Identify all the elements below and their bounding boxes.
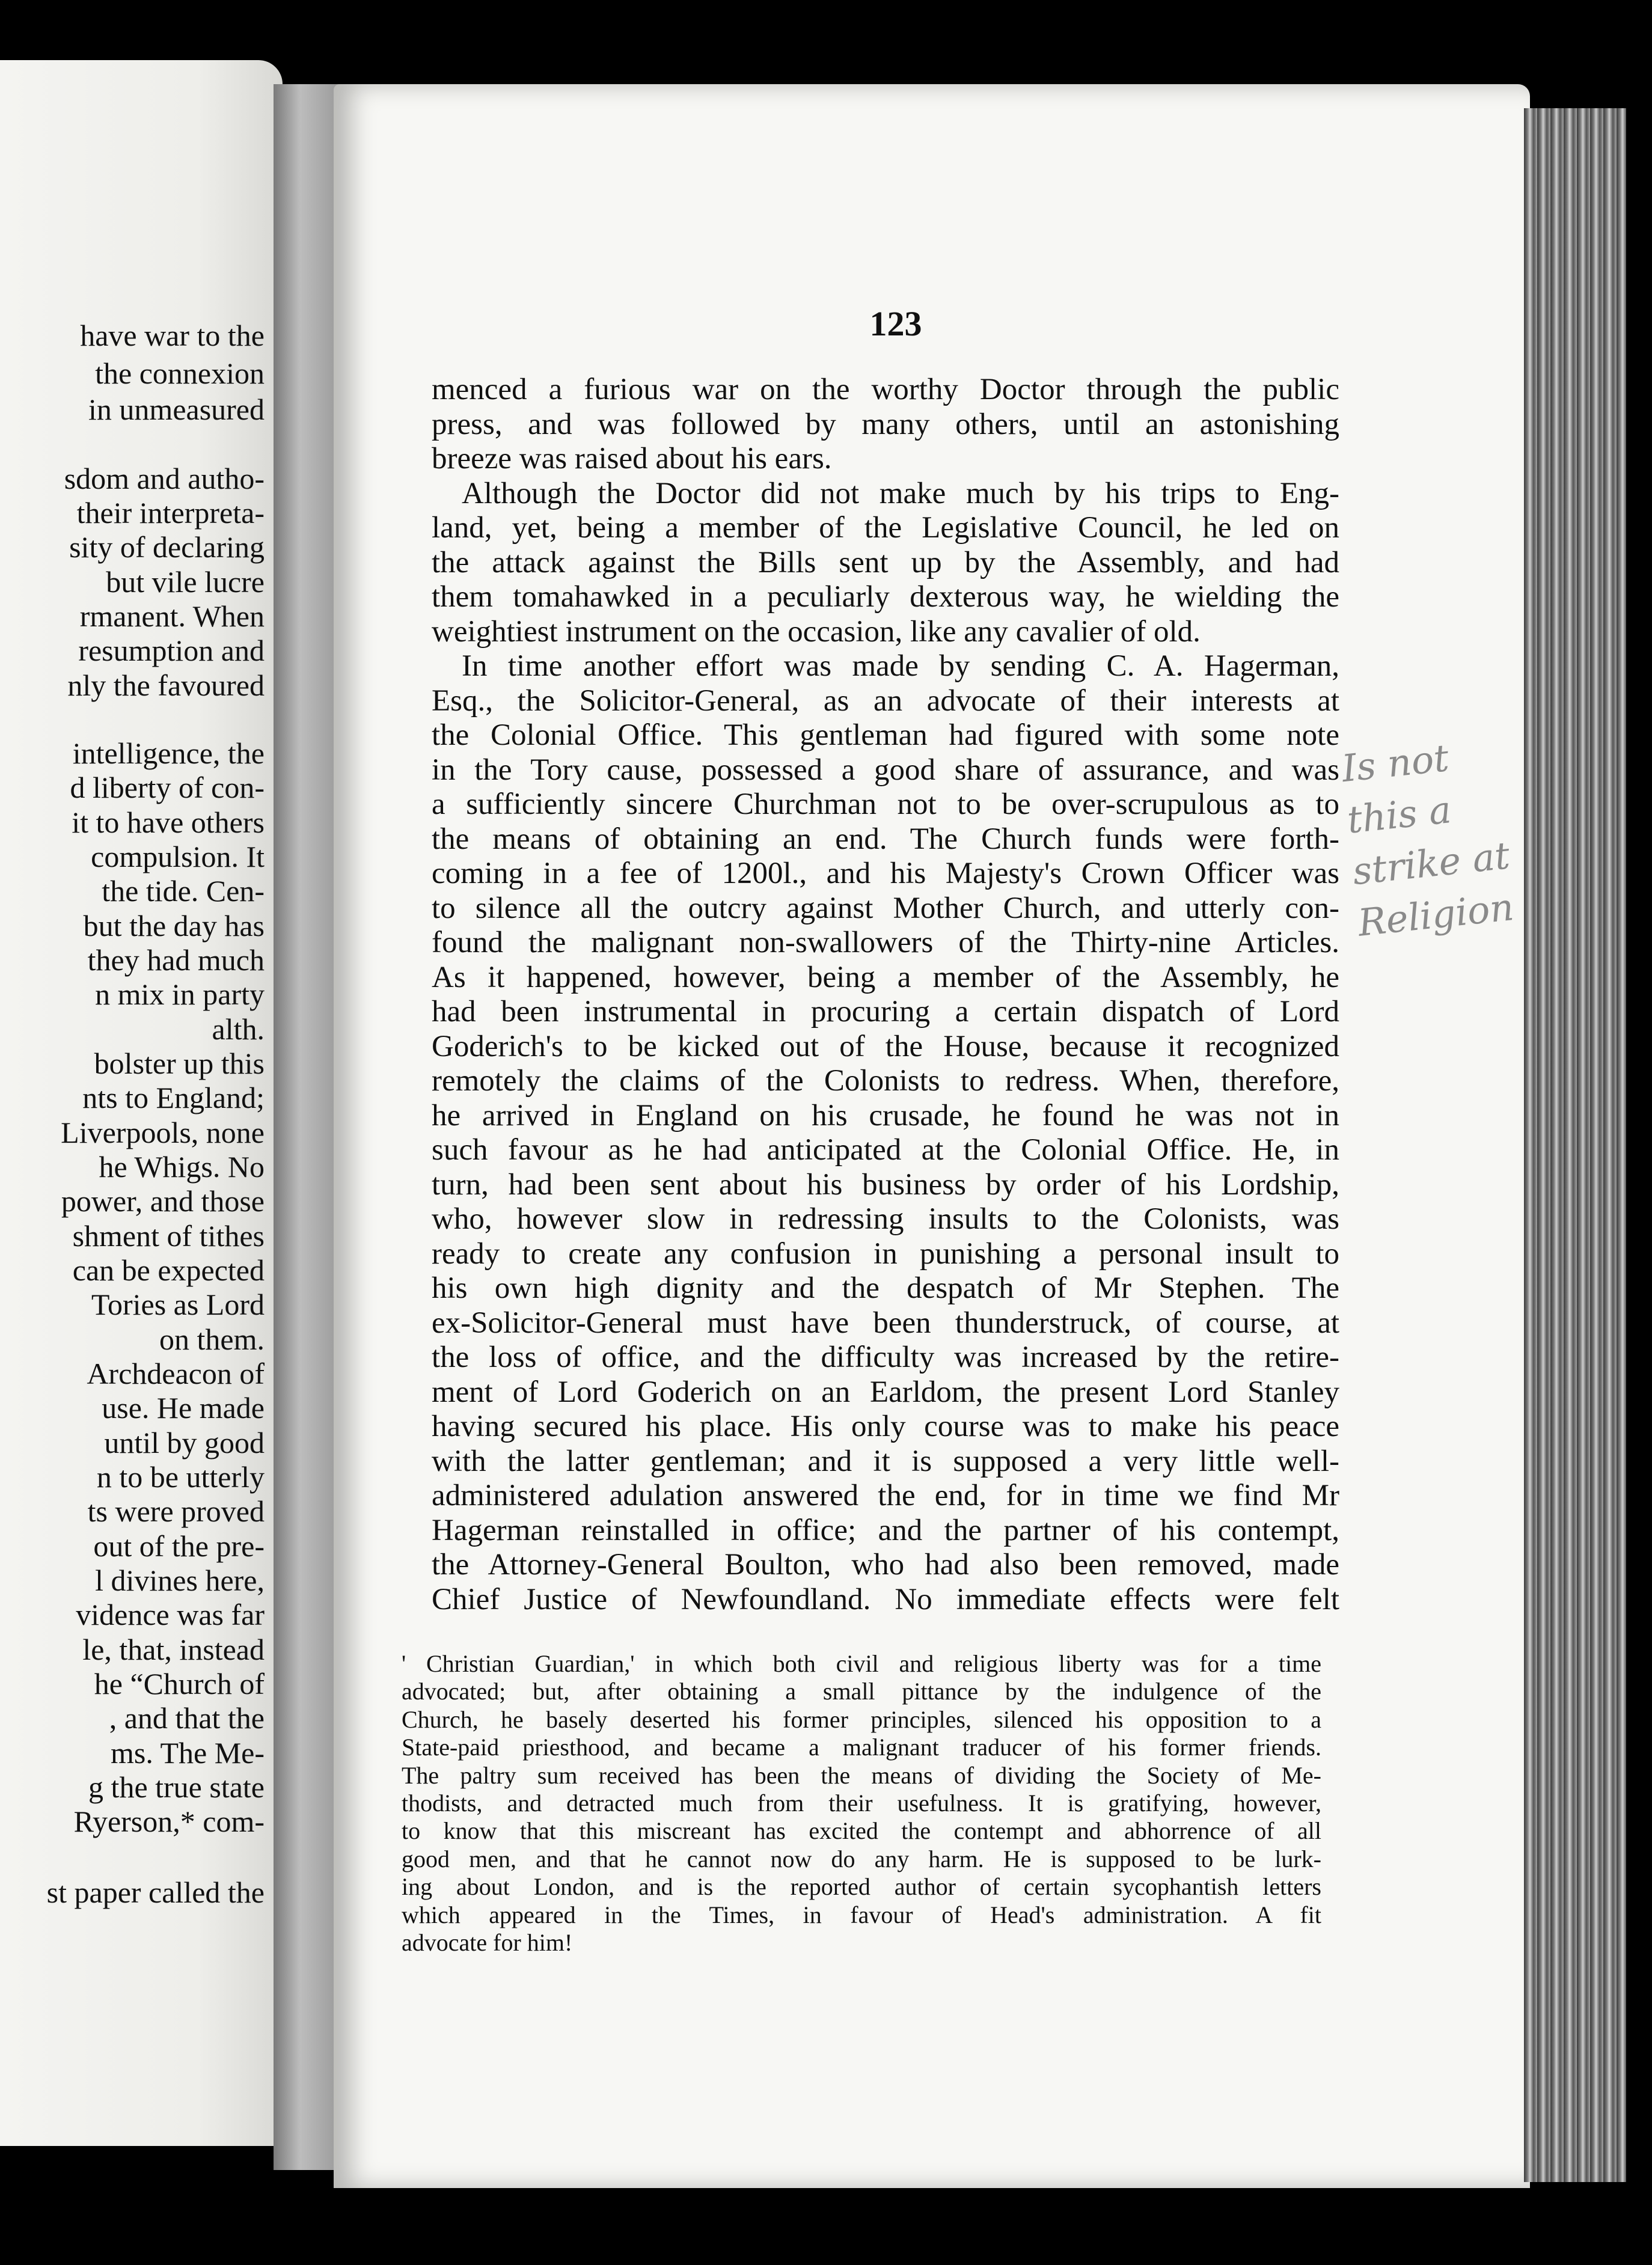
left-page-line: bolster up this: [94, 1047, 265, 1080]
left-page-line: Tories as Lord: [91, 1288, 265, 1321]
page-number: 123: [869, 304, 922, 343]
left-page-line: sdom and autho-: [64, 462, 265, 495]
text-line: Hagerman reinstalled in office; and the partner of his contempt,: [432, 1513, 1339, 1547]
text-line: the means of obtaining an end. The Church funds were forth-: [432, 822, 1339, 856]
footnote: [402, 1650, 1321, 1957]
left-page-line: ts were proved: [87, 1494, 265, 1528]
text-line: to silence all the outcry against Mother Church, and utterly con-: [432, 891, 1339, 925]
text-line: had been instrumental in procuring a certain dispatch of Lord: [432, 995, 1339, 1029]
text-line: ex-Solicitor-General must have been thunderstruck, of course, at: [432, 1306, 1339, 1340]
footnote-line: good men, and that he cannot now do any harm. He is supposed to be lurk-: [402, 1845, 1321, 1872]
left-page-line: d liberty of con-: [70, 771, 265, 804]
left-page-line: they had much: [87, 943, 265, 977]
footnote-line: advocated; but, after obtaining a small pittance by the indulgence of the: [402, 1678, 1321, 1705]
text-line: such favour as he had anticipated at the Colonial Office. He, in: [432, 1133, 1339, 1167]
left-page-line: out of the pre-: [93, 1529, 265, 1563]
left-page-line: power, and those: [61, 1184, 265, 1218]
text-line: he arrived in England on his crusade, he found he was not in: [432, 1098, 1339, 1132]
left-page-line: Archdeacon of: [87, 1357, 265, 1390]
footnote-line: which appeared in the Times, in favour of Head's administration. A fit: [402, 1901, 1321, 1928]
text-line: ready to create any confusion in punishing a personal insult to: [432, 1236, 1339, 1271]
footnote-line: ' Christian Guardian,' in which both civil and religious liberty was for a time: [402, 1650, 1321, 1677]
left-page-line: st paper called the: [46, 1875, 265, 1909]
left-page-line: nly the favoured: [67, 668, 265, 702]
main-text: [432, 373, 1339, 1617]
left-page-line: can be expected: [72, 1253, 265, 1287]
margin-note-line: strike at: [1350, 833, 1512, 894]
left-page-line: resumption and: [78, 634, 265, 667]
left-page-line: alth.: [212, 1012, 265, 1046]
text-line: with the latter gentleman; and it is supposed a very little well-: [432, 1444, 1339, 1478]
footnote-line: Church, he basely deserted his former principles, silenced his opposition to a: [402, 1705, 1321, 1733]
left-page-line: until by good: [104, 1426, 265, 1460]
text-line: coming in a fee of 1200l., and his Majesty's Crown Officer was: [432, 857, 1339, 890]
left-page-line: l divines here,: [95, 1563, 265, 1597]
text-line: turn, had been sent about his business by order of his Lordship,: [432, 1167, 1339, 1202]
left-page-line: Ryerson,* com-: [73, 1805, 265, 1838]
left-page-line: nts to England;: [82, 1081, 265, 1114]
text-line: Although the Doctor did not make much by his trips to Eng-: [462, 476, 1339, 510]
text-line: breeze was raised about his ears.: [432, 442, 832, 475]
text-line: the loss of office, and the difficulty was increased by the retire-: [432, 1340, 1339, 1374]
text-line: administered adulation answered the end, for in time we find Mr: [432, 1479, 1339, 1512]
text-line: menced a furious war on the worthy Doctor through the public: [432, 373, 1339, 406]
facing-page-left: [0, 60, 283, 2146]
left-page-line: have war to the: [80, 319, 265, 352]
text-line: Goderich's to be kicked out of the House, because it recognized: [432, 1029, 1339, 1063]
left-page-line: shment of tithes: [72, 1219, 265, 1253]
footnote-line: The paltry sum received has been the means of dividing the Society of Me-: [402, 1761, 1321, 1789]
footnote-line: to know that this miscreant has excited the contempt and abhorrence of all: [402, 1817, 1321, 1845]
left-page-line: but the day has: [83, 909, 265, 943]
margin-note-line: Religion: [1356, 885, 1516, 945]
text-line: the Colonial Office. This gentleman had figured with some note: [432, 718, 1339, 752]
margin-note-line: this a: [1345, 787, 1454, 842]
footnote-line: advocate for him!: [402, 1928, 573, 1956]
left-page-line: rmanent. When: [79, 599, 265, 633]
left-page-line: vidence was far: [76, 1598, 265, 1631]
text-line: weightiest instrument on the occasion, like any cavalier of old.: [432, 614, 1201, 649]
handwritten-margin-note: [1339, 724, 1540, 949]
text-line: remotely the claims of the Colonists to redress. When, therefore,: [432, 1064, 1339, 1098]
text-line: a sufficiently sincere Churchman not to be over-scrupulous as to: [432, 787, 1339, 821]
left-page-line: compulsion. It: [91, 840, 265, 873]
left-page-line: it to have others: [72, 805, 265, 839]
text-line: In time another effort was made by sending C. A. Hagerman,: [462, 649, 1339, 683]
left-page-line: ms. The Me-: [111, 1736, 265, 1770]
margin-note-line: Is not: [1339, 735, 1451, 791]
left-page-line: g the true state: [88, 1770, 265, 1804]
left-page-line: but vile lucre: [106, 565, 265, 599]
text-line: found the malignant non-swallowers of the Thirty-nine Articles.: [432, 926, 1339, 959]
left-page-line: on them.: [159, 1322, 265, 1356]
text-line: As it happened, however, being a member of the Assembly, he: [432, 960, 1339, 994]
footnote-line: thodists, and detracted much from their usefulness. It is gratifying, however,: [402, 1789, 1321, 1817]
left-page-line: intelligence, the: [72, 736, 265, 770]
text-line: ment of Lord Goderich on an Earldom, the present Lord Stanley: [432, 1375, 1339, 1409]
text-line: Esq., the Solicitor-General, as an advocate of their interests at: [432, 683, 1339, 718]
left-page-line: the connexion: [95, 356, 265, 390]
text-line: in the Tory cause, possessed a good share of assurance, and was: [432, 753, 1339, 787]
text-line: Chief Justice of Newfoundland. No immediate effects were felt: [432, 1582, 1339, 1616]
book-gutter: [274, 84, 340, 2170]
left-page-line: in unmeasured: [88, 393, 265, 426]
left-page-line: use. He made: [102, 1391, 265, 1425]
left-page-line: their interpreta-: [76, 496, 265, 530]
text-line: the Attorney-General Boulton, who had also been removed, made: [432, 1548, 1339, 1582]
text-line: his own high dignity and the despatch of Mr Stephen. The: [432, 1271, 1339, 1305]
left-page-line: he “Church of: [94, 1667, 265, 1701]
text-line: having secured his place. His only course was to make his peace: [432, 1410, 1339, 1443]
page-edges: [1524, 108, 1626, 2182]
text-line: the attack against the Bills sent up by the Assembly, and had: [432, 545, 1339, 579]
left-page-line: Liverpools, none: [61, 1116, 265, 1149]
left-page-line: , and that the: [109, 1701, 265, 1735]
text-line: who, however slow in redressing insults to the Colonists, was: [432, 1202, 1339, 1236]
left-page-line: n mix in party: [95, 977, 265, 1011]
footnote-line: State-paid priesthood, and became a malignant traducer of his former friends.: [402, 1734, 1321, 1761]
text-line: land, yet, being a member of the Legislative Council, he led on: [432, 511, 1339, 545]
footnote-line: ing about London, and is the reported author of certain sycophantish letters: [402, 1873, 1321, 1901]
left-page-line: n to be utterly: [96, 1460, 265, 1494]
left-page-line: he Whigs. No: [99, 1150, 265, 1184]
left-page-line: the tide. Cen-: [102, 874, 265, 908]
left-page-line: le, that, instead: [82, 1633, 265, 1666]
text-line: press, and was followed by many others, until an astonishing: [432, 407, 1339, 441]
left-page-line: sity of declaring: [69, 530, 265, 564]
text-line: them tomahawked in a peculiarly dexterous way, he wielding the: [432, 580, 1339, 614]
